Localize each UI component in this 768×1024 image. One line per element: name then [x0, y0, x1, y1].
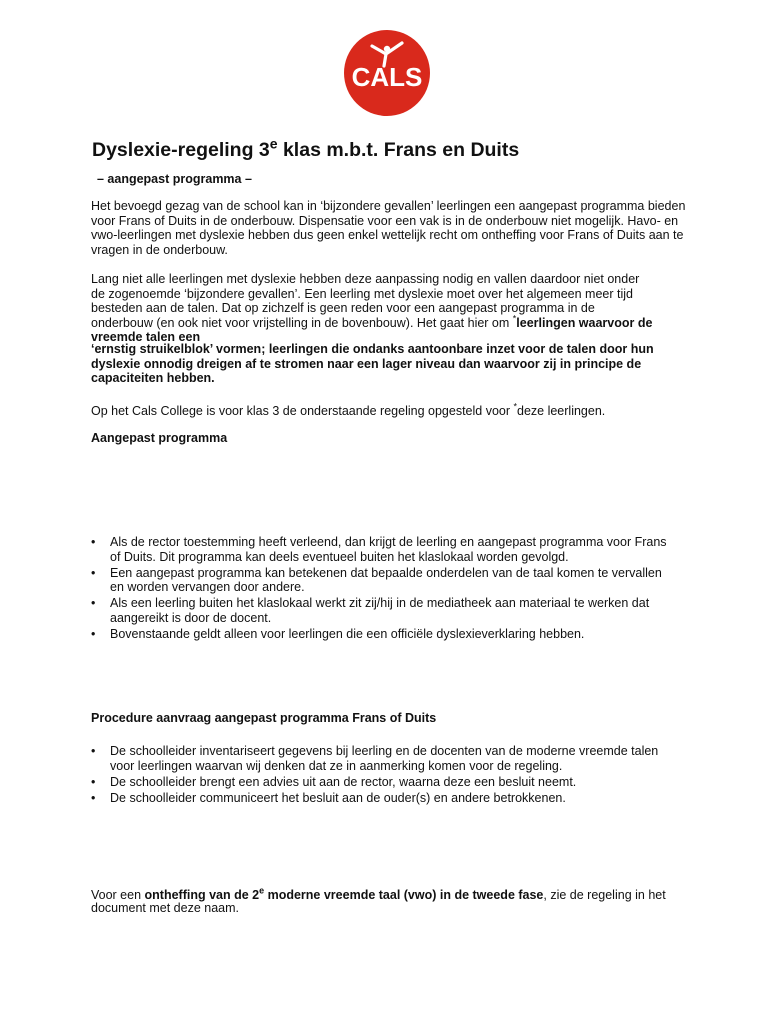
paragraph-dyslexia: Lang niet alle leerlingen met dyslexie hebben deze aanpassing nodig en vallen daardoor niet onder de zogenoemde ‘bijzondere gevallen’. Een leerling met dyslexie moet over het algemeen meer tijd besteden aan de talen. Dat op zichzelf is geen reden voor een aangepast programma in de onderbouw (en ook niet voor vrijstelling in de bovenbouw). Het gaat hier om *leerlingen waarvoor de: [91, 272, 653, 330]
document-title: Dyslexie-regeling 3e klas m.b.t. Frans en Duits: [92, 135, 520, 161]
cals-logo: [342, 30, 432, 116]
list-item: • De schoolleider inventariseert gegevens bij leerling en de docenten van de moderne vreemde talen voor leerlingen waarvan wij denken dat ze in aanmerking komen voor de regeling.: [91, 744, 659, 773]
bullet-list-program: [91, 535, 671, 643]
list-item: • Als de rector toestemming heeft verleend, dan krijgt de leerling en aangepast programma voor Frans of Duits. Dit programma kan deels eventueel buiten het klaslokaal worden gevolgd.: [91, 535, 667, 564]
list-item: • Een aangepast programma kan betekenen dat bepaalde onderdelen van de taal komen te vervallen en worden vervangen door andere.: [91, 565, 662, 594]
paragraph-intro: Het bevoegd gezag van de school kan in ‘bijzondere gevallen’ leerlingen een aangepast programma bieden voor Frans of Duits in de onderbouw. Dispensatie voor een vak is in de onderbouw niet mogelijk. Havo- en vwo-leerlingen met dyslexie hebben dus geen enkel wettelijk recht om ontheffing voor Frans of Duits aan te vragen in de onderbouw.: [91, 199, 686, 257]
paragraph-regulation: Op het Cals College is voor klas 3 de onderstaande regeling opgesteld voor *deze leerlingen.: [91, 401, 606, 418]
list-item: • Bovenstaande geldt alleen voor leerlingen die een officiële dyslexieverklaring hebben.: [91, 626, 585, 641]
footer-note: Voor een ontheffing van de 2e moderne vreemde taal (vwo) in de tweede fase, zie de regeling in het document met deze naam.: [91, 885, 666, 915]
section-heading-procedure: Procedure aanvraag aangepast programma Frans of Duits: [91, 711, 437, 725]
logo-text: CALS: [351, 62, 423, 92]
bullet-list-procedure: [91, 744, 671, 807]
overlapping-bold-text: vreemde talen een: [91, 330, 201, 344]
document-subtitle: – aangepast programma –: [97, 172, 252, 186]
paragraph-bold-criteria: ‘ernstig struikelblok’ vormen; leerlingen die ondanks aantoonbare inzet voor de talen door hun dyslexie onnodig dreigen af te stromen naar een lager niveau dan waarvoor zij in principe de capaciteiten hebben.: [91, 342, 654, 385]
list-item: • De schoolleider brengt een advies uit aan de rector, waarna deze een besluit neemt.: [91, 774, 577, 789]
list-item: • Als een leerling buiten het klaslokaal werkt zit zij/hij in de mediatheek aan materiaal te werken dat aangereikt is door de docent.: [91, 596, 650, 625]
section-heading-program: Aangepast programma: [91, 431, 228, 445]
list-item: • De schoolleider communiceert het besluit aan de ouder(s) en andere betrokkenen.: [91, 790, 566, 805]
